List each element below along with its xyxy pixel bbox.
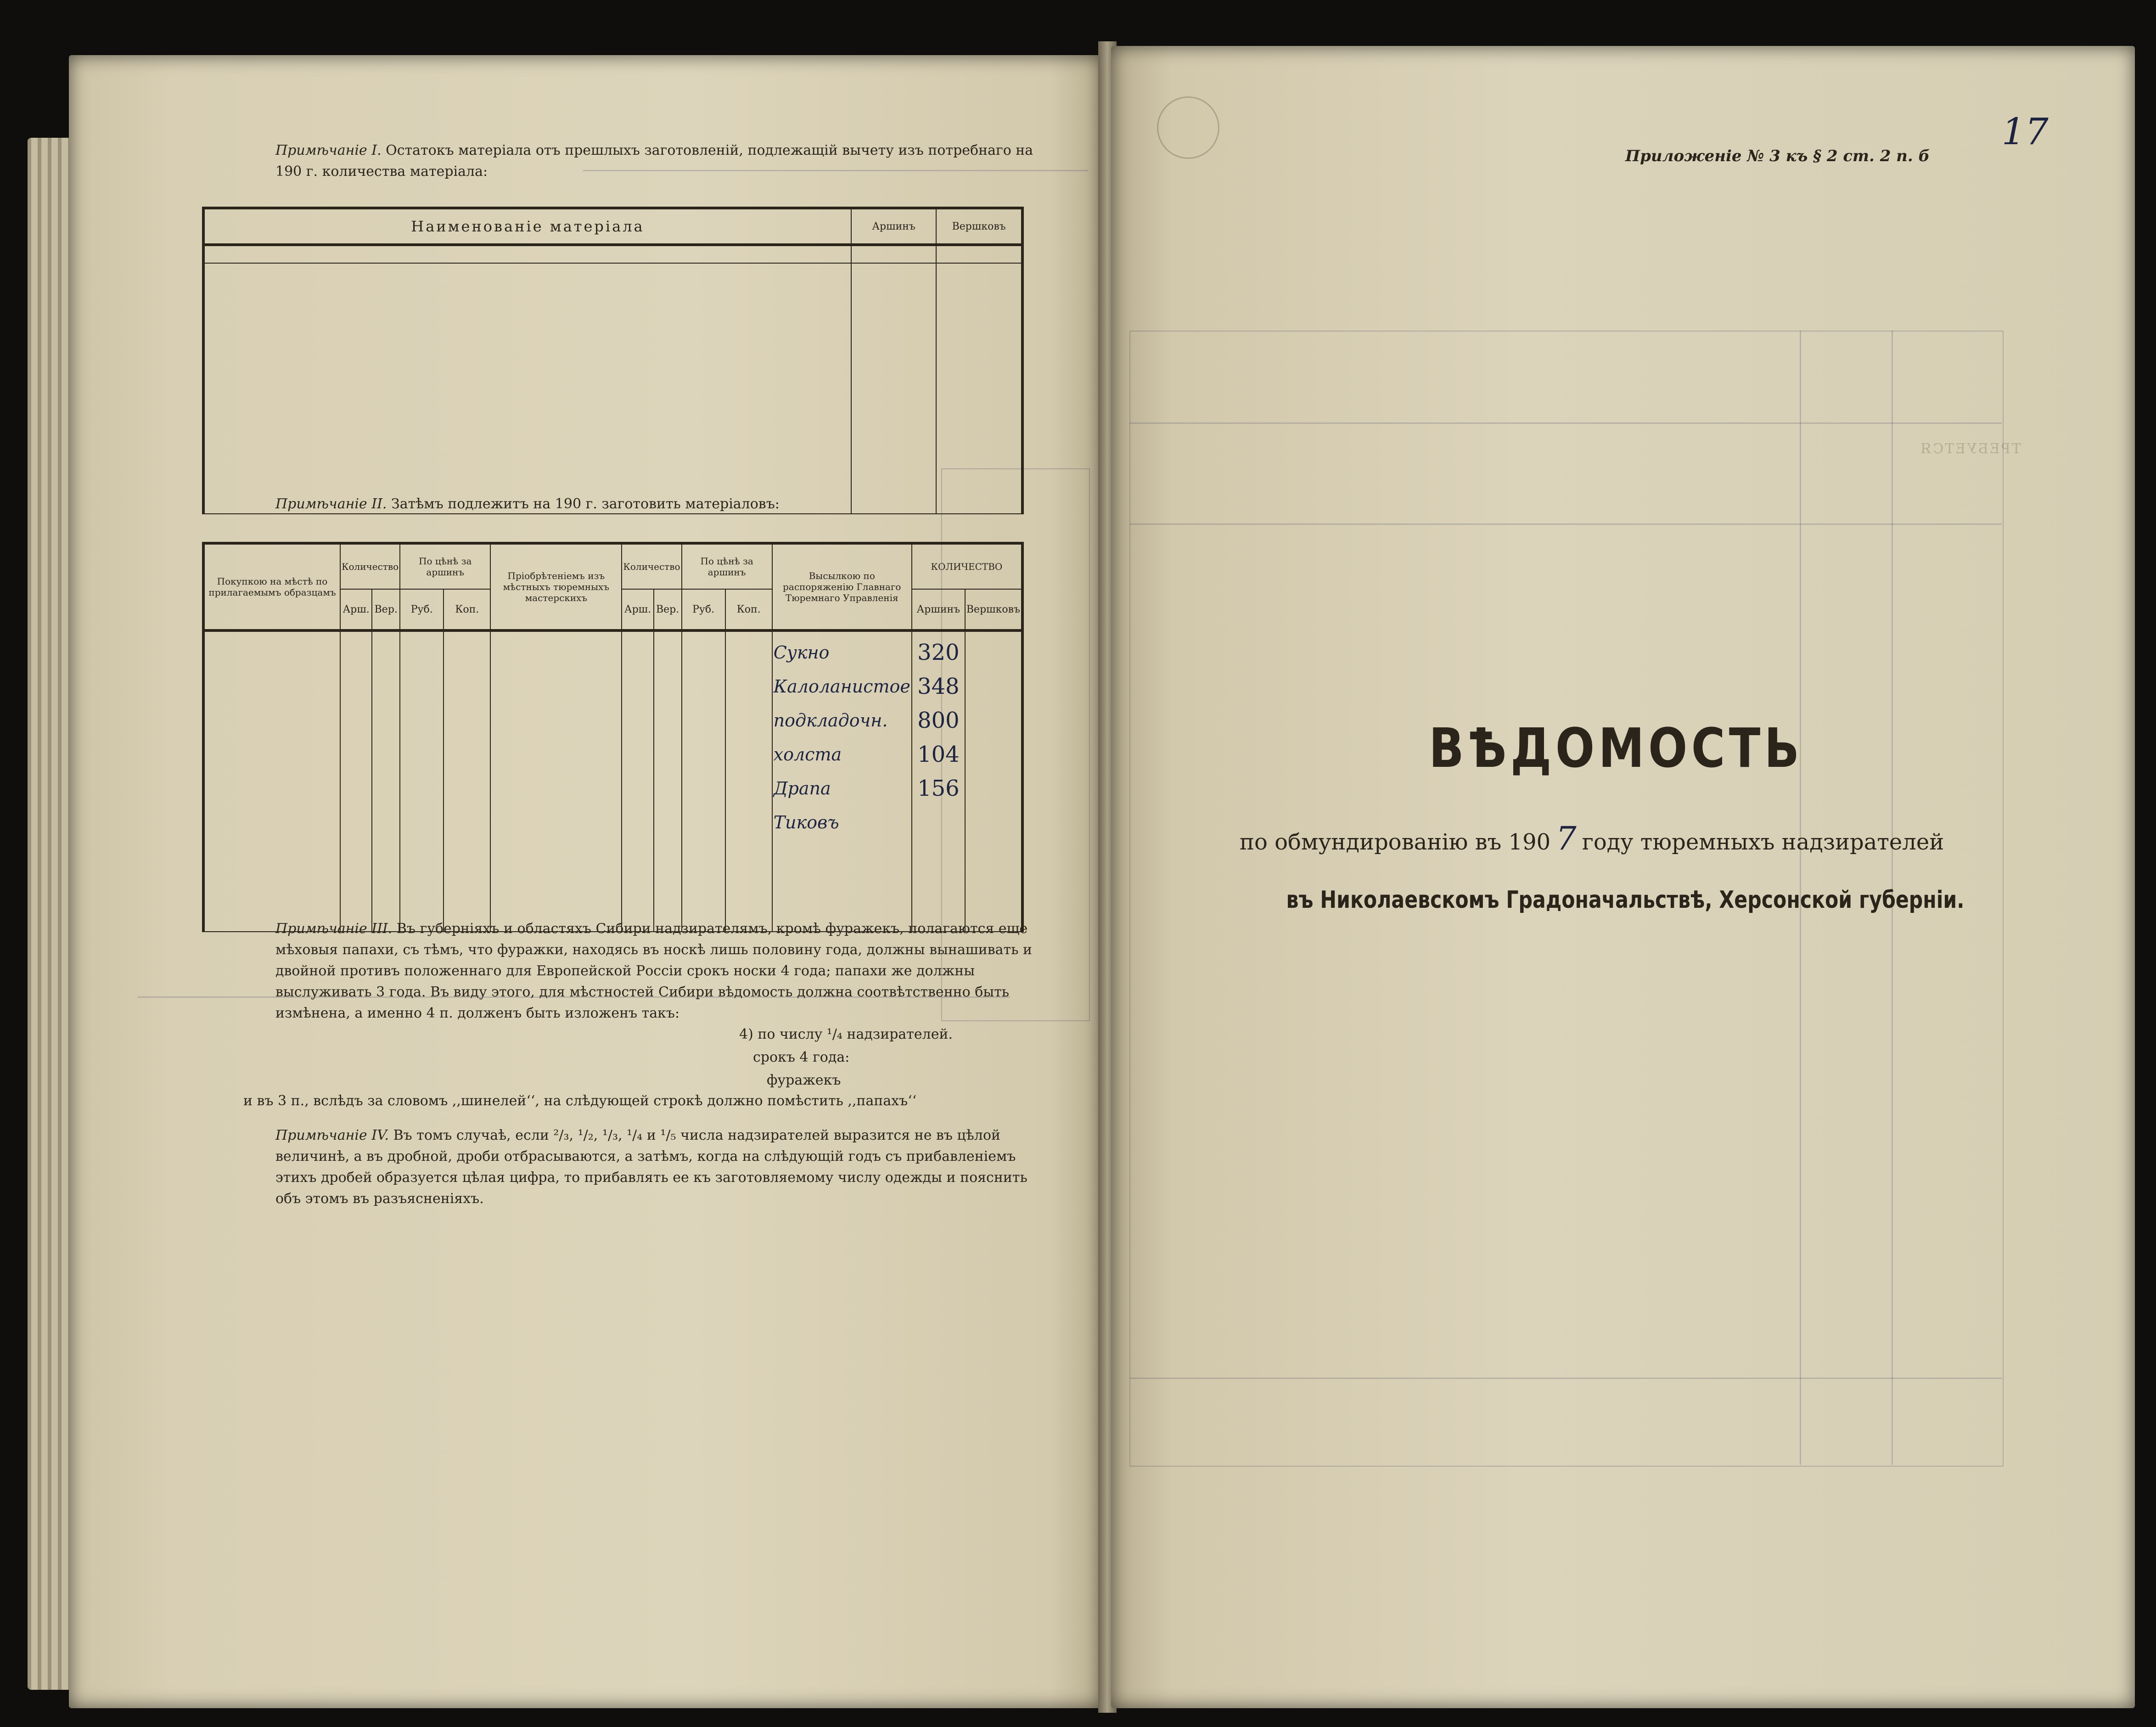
col-quantity-2: Количество (622, 543, 681, 589)
document-subtitle-2: въ Николаевскомъ Градоначальствѣ, Херсонской губерніи. (1286, 886, 1965, 914)
table-cell (682, 630, 725, 932)
subtitle-pre: по обмундированію въ 190 (1240, 829, 1551, 855)
show-through-line (1129, 422, 2002, 424)
left-page (69, 55, 1102, 1708)
col-price-1: По цѣнѣ за аршинъ (400, 543, 490, 589)
handwritten-material: Драпа (773, 778, 831, 799)
sub-ver: Вер. (654, 589, 682, 630)
sub-vershkov: Вершковъ (965, 589, 1022, 630)
table-cell (936, 245, 1022, 263)
table-cell (725, 630, 772, 932)
table-cell (203, 630, 340, 932)
table-cell (372, 630, 400, 932)
handwritten-material: Сукно (773, 642, 830, 663)
col-acquire: Пріобрѣтеніемъ изъ мѣстныхъ тюремныхъ мастерскихъ (490, 543, 622, 630)
handwritten-material: подкладочн. холста (773, 710, 888, 765)
table-cell (490, 630, 622, 932)
note-1-label: Примѣчаніе I. (275, 142, 382, 158)
col-material-name: Наименованіе матеріала (203, 208, 851, 245)
note-1 (275, 140, 1056, 182)
handwritten-materials-cell (772, 630, 912, 932)
materials-to-prepare-table (202, 542, 1024, 932)
note-3 (275, 918, 1056, 1024)
sub-arsh: Арш. (622, 589, 653, 630)
table-cell (444, 630, 490, 932)
table-cell (936, 263, 1022, 514)
col-purchase: Покупкою на мѣстѣ по прилагаемымъ образцамъ (203, 543, 340, 630)
handwritten-amount: 348 (917, 674, 960, 699)
sub-kop: Коп. (444, 589, 490, 630)
sub-arshin: Аршинъ (912, 589, 965, 630)
note-2-label: Примѣчаніе II. (275, 496, 387, 512)
handwritten-amount: 320 (917, 640, 960, 665)
col-quantity-3: КОЛИЧЕСТВО (912, 543, 1022, 589)
sub-rub: Руб. (400, 589, 444, 630)
handwritten-year: 7 (1556, 820, 1577, 857)
appendix-reference: Приложеніе № 3 къ § 2 ст. 2 п. б (1625, 147, 1930, 165)
show-through-line (1129, 1378, 2002, 1379)
background-stack (28, 138, 73, 1690)
table-cell (851, 263, 936, 514)
document-subtitle (1240, 820, 1944, 857)
note-2 (275, 494, 1056, 515)
table-cell (203, 263, 851, 514)
note-2-text: Затѣмъ подлежитъ на 190 г. заготовить матеріаловъ: (391, 496, 780, 512)
document-title: ВѢДОМОСТЬ (1429, 716, 1803, 780)
note-4-label: Примѣчаніе IV. (275, 1127, 389, 1143)
table-cell (851, 245, 936, 263)
sub-arsh: Арш. (340, 589, 372, 630)
handwritten-material: Тиковъ (773, 812, 839, 833)
right-page (1111, 46, 2135, 1708)
table-cell (400, 630, 444, 932)
handwritten-amounts-cell (912, 630, 965, 932)
sub-rub: Руб. (682, 589, 725, 630)
note-1-text: Остатокъ матеріала отъ прешлыхъ заготовленій, подлежащій вычету изъ потребнаго на 190 г. количества матеріала: (275, 142, 1033, 180)
note-3-line-d: и въ 3 п., вслѣдъ за словомъ ,,шинелей‘‘, на слѣдующей строкѣ должно помѣстить ,,папахъ‘‘ (243, 1093, 917, 1109)
note-3-line-a: 4) по числу ¹/₄ надзирателей. (739, 1026, 953, 1042)
show-through-heading: ТРЕБУЕТСЯ (1919, 441, 2021, 457)
note-3-line-c: фуражекъ (767, 1072, 841, 1088)
col-send: Высылкою по распоряженію Главнаго Тюремнаго Управленія (772, 543, 912, 630)
note-4 (275, 1125, 1056, 1209)
page-number: 17 (2002, 110, 2049, 153)
handwritten-amount: 156 (917, 776, 960, 801)
note-4-text: Въ томъ случаѣ, если ²/₃, ¹/₂, ¹/₃, ¹/₄ и ¹/₅ числа надзирателей выразится не въ цѣлой величинѣ, а въ дробной, дроби отбрасываются, а затѣмъ, когда на слѣдующій годъ съ прибавленіемъ этихъ дробей образуется цѣлая цифра, то прибавлять ее къ заготовляемому числу одежды и пояснить объ этомъ въ разъясненіяхъ. (275, 1127, 1027, 1207)
table-cell (340, 630, 372, 932)
note-3-text: Въ губерніяхъ и областяхъ Сибири надзирателямъ, кромѣ фуражекъ, полагаются еще мѣховыя папахи, съ тѣмъ, что фуражки, находясь въ носкѣ лишь половину года, должны вынашивать и двойной противъ положеннаго для Европейской Россіи срокъ носки 4 года; папахи же должны выслуживать 3 года. Въ виду этого, для мѣстностей Сибири вѣдомость должна соотвѣтственно быть измѣнена, а именно 4 п. долженъ быть изложенъ такъ: (275, 921, 1032, 1021)
note-3-label: Примѣчаніе III. (275, 921, 393, 937)
table-cell (654, 630, 682, 932)
note-3-line-b: срокъ 4 года: (753, 1049, 850, 1065)
handwritten-amount: 104 (917, 742, 960, 767)
sub-kop: Коп. (725, 589, 772, 630)
subtitle-post: году тюремныхъ надзирателей (1582, 829, 1944, 855)
archive-stamp (1157, 96, 1219, 159)
table-cell (203, 245, 851, 263)
col-price-2: По цѣнѣ за аршинъ (682, 543, 772, 589)
col-quantity-1: Количество (340, 543, 400, 589)
table-cell (965, 630, 1022, 932)
col-arshin: Аршинъ (851, 208, 936, 245)
table-cell (622, 630, 653, 932)
show-through-line (1129, 523, 2002, 525)
sub-ver: Вер. (372, 589, 400, 630)
handwritten-amount: 800 (917, 708, 960, 733)
col-vershok: Вершковъ (936, 208, 1022, 245)
handwritten-material: Калоланистое (773, 676, 910, 697)
remaining-material-table (202, 207, 1024, 514)
